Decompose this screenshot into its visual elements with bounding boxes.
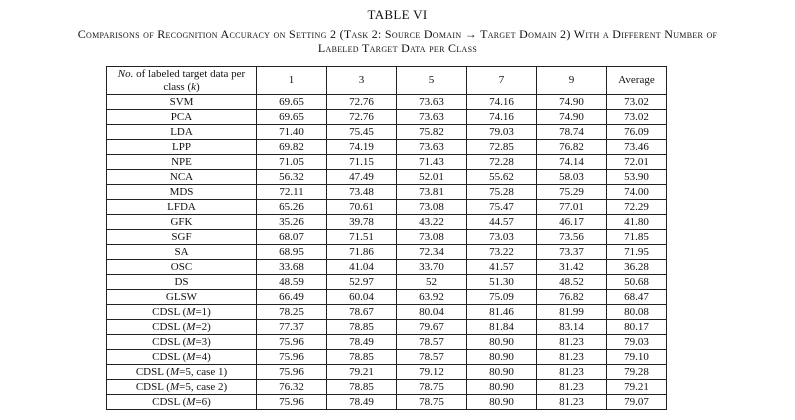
accuracy-value: 78.25 [257,305,327,320]
accuracy-value: 73.63 [397,140,467,155]
accuracy-value: 68.07 [257,230,327,245]
accuracy-value: 78.57 [397,335,467,350]
accuracy-value: 78.74 [537,125,607,140]
accuracy-value: 74.90 [537,95,607,110]
accuracy-value: 41.80 [607,215,667,230]
accuracy-value: 71.05 [257,155,327,170]
table-row [107,380,667,395]
method-name: CDSL (M=6) [107,395,257,410]
accuracy-value: 48.59 [257,275,327,290]
accuracy-value: 80.08 [607,305,667,320]
accuracy-value: 52 [397,275,467,290]
table-row [107,290,667,305]
accuracy-value: 50.68 [607,275,667,290]
accuracy-value: 63.92 [397,290,467,305]
table-row [107,230,667,245]
accuracy-value: 78.67 [327,305,397,320]
accuracy-value: 78.85 [327,350,397,365]
accuracy-value: 72.76 [327,95,397,110]
accuracy-value: 71.40 [257,125,327,140]
accuracy-value: 75.96 [257,335,327,350]
accuracy-value: 73.03 [467,230,537,245]
accuracy-value: 79.21 [327,365,397,380]
accuracy-value: 81.23 [537,380,607,395]
method-name: GLSW [107,290,257,305]
accuracy-value: 75.28 [467,185,537,200]
method-name: CDSL (M=5, case 1) [107,365,257,380]
accuracy-value: 76.82 [537,290,607,305]
accuracy-value: 73.02 [607,110,667,125]
accuracy-value: 81.99 [537,305,607,320]
accuracy-value: 83.14 [537,320,607,335]
accuracy-value: 75.09 [467,290,537,305]
accuracy-value: 78.85 [327,380,397,395]
method-name: LFDA [107,200,257,215]
accuracy-value: 33.70 [397,260,467,275]
accuracy-value: 56.32 [257,170,327,185]
accuracy-value: 73.63 [397,110,467,125]
table-row [107,155,667,170]
accuracy-value: 80.90 [467,365,537,380]
accuracy-value: 71.15 [327,155,397,170]
accuracy-value: 71.43 [397,155,467,170]
accuracy-value: 75.96 [257,395,327,410]
accuracy-value: 81.46 [467,305,537,320]
accuracy-value: 31.42 [537,260,607,275]
accuracy-value: 36.28 [607,260,667,275]
accuracy-value: 72.34 [397,245,467,260]
accuracy-value: 70.61 [327,200,397,215]
accuracy-value: 44.57 [467,215,537,230]
accuracy-value: 79.10 [607,350,667,365]
accuracy-value: 73.46 [607,140,667,155]
accuracy-value: 75.82 [397,125,467,140]
table-row [107,95,667,110]
accuracy-value: 73.48 [327,185,397,200]
accuracy-value: 80.90 [467,395,537,410]
accuracy-value: 79.12 [397,365,467,380]
accuracy-value: 80.17 [607,320,667,335]
accuracy-value: 74.16 [467,110,537,125]
accuracy-value: 73.56 [537,230,607,245]
accuracy-value: 39.78 [327,215,397,230]
method-name: NCA [107,170,257,185]
results-table [106,66,667,410]
accuracy-value: 81.23 [537,395,607,410]
accuracy-value: 51.30 [467,275,537,290]
accuracy-value: 76.09 [607,125,667,140]
accuracy-value: 74.14 [537,155,607,170]
table-row [107,200,667,215]
method-name: CDSL (M=4) [107,350,257,365]
accuracy-value: 73.08 [397,200,467,215]
accuracy-value: 78.49 [327,335,397,350]
accuracy-value: 69.82 [257,140,327,155]
accuracy-value: 43.22 [397,215,467,230]
accuracy-value: 73.08 [397,230,467,245]
method-name: PCA [107,110,257,125]
method-name: LPP [107,140,257,155]
method-name: CDSL (M=1) [107,305,257,320]
method-name: CDSL (M=5, case 2) [107,380,257,395]
method-name: MDS [107,185,257,200]
accuracy-value: 81.84 [467,320,537,335]
accuracy-value: 33.68 [257,260,327,275]
method-name: OSC [107,260,257,275]
table-row [107,215,667,230]
accuracy-value: 47.49 [327,170,397,185]
table-row [107,260,667,275]
accuracy-value: 66.49 [257,290,327,305]
accuracy-value: 81.23 [537,350,607,365]
accuracy-value: 60.04 [327,290,397,305]
method-name: CDSL (M=3) [107,335,257,350]
accuracy-value: 72.11 [257,185,327,200]
table-row [107,170,667,185]
accuracy-value: 41.04 [327,260,397,275]
accuracy-value: 65.26 [257,200,327,215]
caption-line-1: Comparisons of Recognition Accuracy on Setting 2 (Task 2: Source Domain → Target Domain 2) With a Different Number of [77,27,718,41]
accuracy-value: 78.57 [397,350,467,365]
accuracy-value: 71.86 [327,245,397,260]
method-name: SA [107,245,257,260]
accuracy-value: 74.19 [327,140,397,155]
accuracy-value: 73.22 [467,245,537,260]
method-name: LDA [107,125,257,140]
accuracy-value: 78.85 [327,320,397,335]
table-row [107,365,667,380]
method-name: DS [107,275,257,290]
accuracy-value: 72.29 [607,200,667,215]
accuracy-value: 76.82 [537,140,607,155]
accuracy-value: 68.95 [257,245,327,260]
table-row [107,320,667,335]
accuracy-value: 73.37 [537,245,607,260]
accuracy-value: 78.49 [327,395,397,410]
accuracy-value: 35.26 [257,215,327,230]
accuracy-value: 55.62 [467,170,537,185]
accuracy-value: 71.85 [607,230,667,245]
table-body [107,95,667,410]
accuracy-value: 74.16 [467,95,537,110]
table-row [107,125,667,140]
accuracy-value: 73.63 [397,95,467,110]
accuracy-value: 72.85 [467,140,537,155]
table-row [107,305,667,320]
accuracy-value: 73.02 [607,95,667,110]
accuracy-value: 58.03 [537,170,607,185]
accuracy-value: 68.47 [607,290,667,305]
accuracy-value: 75.96 [257,365,327,380]
method-name: CDSL (M=2) [107,320,257,335]
table-row [107,335,667,350]
accuracy-value: 77.37 [257,320,327,335]
method-name: GFK [107,215,257,230]
header-col-1: 1 [257,67,327,95]
accuracy-value: 79.03 [607,335,667,350]
accuracy-value: 78.75 [397,395,467,410]
accuracy-value: 81.23 [537,365,607,380]
header-col-3: 3 [327,67,397,95]
caption-line-2: Labeled Target Data per Class [317,41,478,55]
accuracy-value: 74.00 [607,185,667,200]
accuracy-value: 72.01 [607,155,667,170]
table-row [107,110,667,125]
accuracy-value: 71.95 [607,245,667,260]
accuracy-value: 79.21 [607,380,667,395]
accuracy-value: 74.90 [537,110,607,125]
accuracy-value: 52.97 [327,275,397,290]
table-row [107,245,667,260]
accuracy-value: 75.47 [467,200,537,215]
header-k-label: No. of labeled target data per class (k) [107,67,257,95]
method-name: SGF [107,230,257,245]
accuracy-value: 75.45 [327,125,397,140]
accuracy-value: 80.90 [467,380,537,395]
table-row [107,350,667,365]
accuracy-value: 76.32 [257,380,327,395]
header-col-average: Average [607,67,667,95]
header-row [107,67,667,95]
accuracy-value: 78.75 [397,380,467,395]
accuracy-value: 71.51 [327,230,397,245]
accuracy-value: 75.29 [537,185,607,200]
accuracy-value: 52.01 [397,170,467,185]
accuracy-value: 72.28 [467,155,537,170]
accuracy-value: 75.96 [257,350,327,365]
table-row [107,185,667,200]
accuracy-value: 81.23 [537,335,607,350]
method-name: SVM [107,95,257,110]
table-row [107,140,667,155]
table-row [107,275,667,290]
header-col-9: 9 [537,67,607,95]
table-row [107,395,667,410]
method-name: NPE [107,155,257,170]
accuracy-value: 79.28 [607,365,667,380]
table-caption [0,27,795,55]
accuracy-value: 80.90 [467,350,537,365]
accuracy-value: 72.76 [327,110,397,125]
header-col-5: 5 [397,67,467,95]
accuracy-value: 53.90 [607,170,667,185]
accuracy-value: 79.03 [467,125,537,140]
accuracy-value: 46.17 [537,215,607,230]
accuracy-value: 69.65 [257,95,327,110]
header-col-7: 7 [467,67,537,95]
accuracy-value: 77.01 [537,200,607,215]
accuracy-value: 79.67 [397,320,467,335]
accuracy-value: 73.81 [397,185,467,200]
accuracy-value: 79.07 [607,395,667,410]
accuracy-value: 80.04 [397,305,467,320]
table-number: TABLE VI [367,7,428,22]
accuracy-value: 41.57 [467,260,537,275]
accuracy-value: 80.90 [467,335,537,350]
accuracy-value: 69.65 [257,110,327,125]
accuracy-value: 48.52 [537,275,607,290]
